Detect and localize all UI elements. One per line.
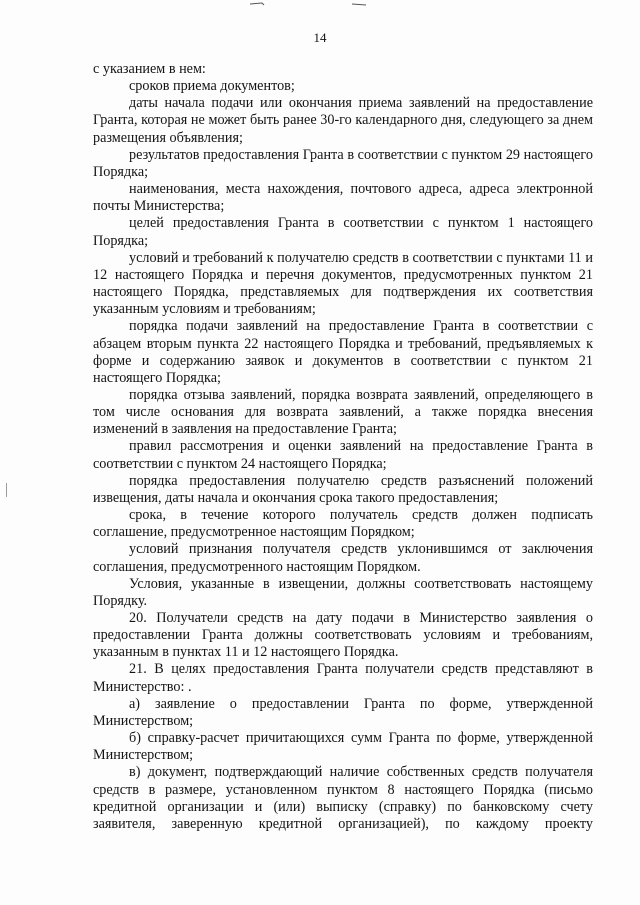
scan-margin-mark bbox=[6, 483, 7, 497]
paragraph-results: результатов предоставления Гранта в соответствии с пунктом 29 настоящего Порядка; bbox=[93, 146, 593, 180]
paragraph-signing-deadline: срока, в течение которого получатель средств должен подписать соглашение, предусмотренное настоящим Порядком; bbox=[93, 507, 593, 541]
scan-artifact-right bbox=[352, 4, 366, 5]
paragraph-ministry-address: наименования, места нахождения, почтового адреса, адреса электронной почты Министерства; bbox=[93, 181, 593, 215]
paragraph-review-rules: правил рассмотрения и оценки заявлений на предоставление Гранта в соответствии с пунктом 24 настоящего Порядка; bbox=[93, 438, 593, 472]
paragraph-continuation: с указанием в нем: bbox=[93, 61, 206, 77]
paragraph-application-procedure: порядка подачи заявлений на предоставление Гранта в соответствии с абзацем вторым пункта 22 настоящего Порядка и требований, предъявляемых к форме и содержанию заявок и документов в соответствии с пунктом 21 настоящего Порядка; bbox=[93, 318, 593, 386]
paragraph-start-date: даты начала подачи или окончания приема заявлений на предоставление Гранта, которая не может быть ранее 30-го календарного дня, следующего за днем размещения объявления; bbox=[93, 95, 593, 146]
paragraph-goals: целей предоставления Гранта в соответствии с пунктом 1 настоящего Порядка; bbox=[93, 215, 593, 249]
paragraph-item-21-a: а) заявление о предоставлении Гранта по форме, утвержденной Министерством; bbox=[93, 695, 593, 729]
paragraph-notice-compliance: Условия, указанные в извещении, должны соответствовать настоящему Порядку. bbox=[93, 575, 593, 609]
paragraph-item-21-b: б) справку-расчет причитающихся сумм Гранта по форме, утвержденной Министерством; bbox=[93, 730, 593, 764]
paragraph-item-20: 20. Получатели средств на дату подачи в Министерство заявления о предоставлении Гранта должны соответствовать условиям и требованиям, указанным в пунктах 11 и 12 настоящего Порядка. bbox=[93, 610, 593, 661]
paragraph-evasion-conditions: условий признания получателя средств уклонившимся от заключения соглашения, предусмотренного настоящим Порядком. bbox=[93, 541, 593, 575]
paragraph-item-21: 21. В целях предоставления Гранта получатели средств представляют в Министерство: . bbox=[93, 661, 593, 695]
scan-artifact-marks bbox=[240, 0, 370, 10]
page-number: 14 bbox=[313, 30, 327, 45]
paragraph-clarifications: порядка предоставления получателю средств разъяснений положений извещения, даты начала и окончания срока такого предоставления; bbox=[93, 472, 593, 506]
paragraph-requirements: условий и требований к получателю средств в соответствии с пунктами 11 и 12 настоящего Порядка и перечня документов, предусмотренных пунктом 21 настоящего Порядка, представляемых для подтверждения их соответствия указанным условиям и требованиям; bbox=[93, 249, 593, 318]
paragraph-item-21-v: в) документ, подтверждающий наличие собственных средств получателя средств в размере, установленном пунктом 8 настоящего Порядка (письмо кредитной организации и (или) выписку (справку) по банковскому счету заявителя, заверенную кредитной организацией), по каждому проекту bbox=[93, 764, 593, 832]
paragraph-withdrawal: порядка отзыва заявлений, порядка возврата заявлений, определяющего в том числе основания для возврата заявлений, а также порядка внесения изменений в заявления на предоставление Гранта; bbox=[93, 386, 593, 438]
paragraph-deadline: сроков приема документов; bbox=[129, 78, 295, 95]
document-body bbox=[93, 61, 593, 833]
scan-artifact-left bbox=[250, 3, 264, 5]
